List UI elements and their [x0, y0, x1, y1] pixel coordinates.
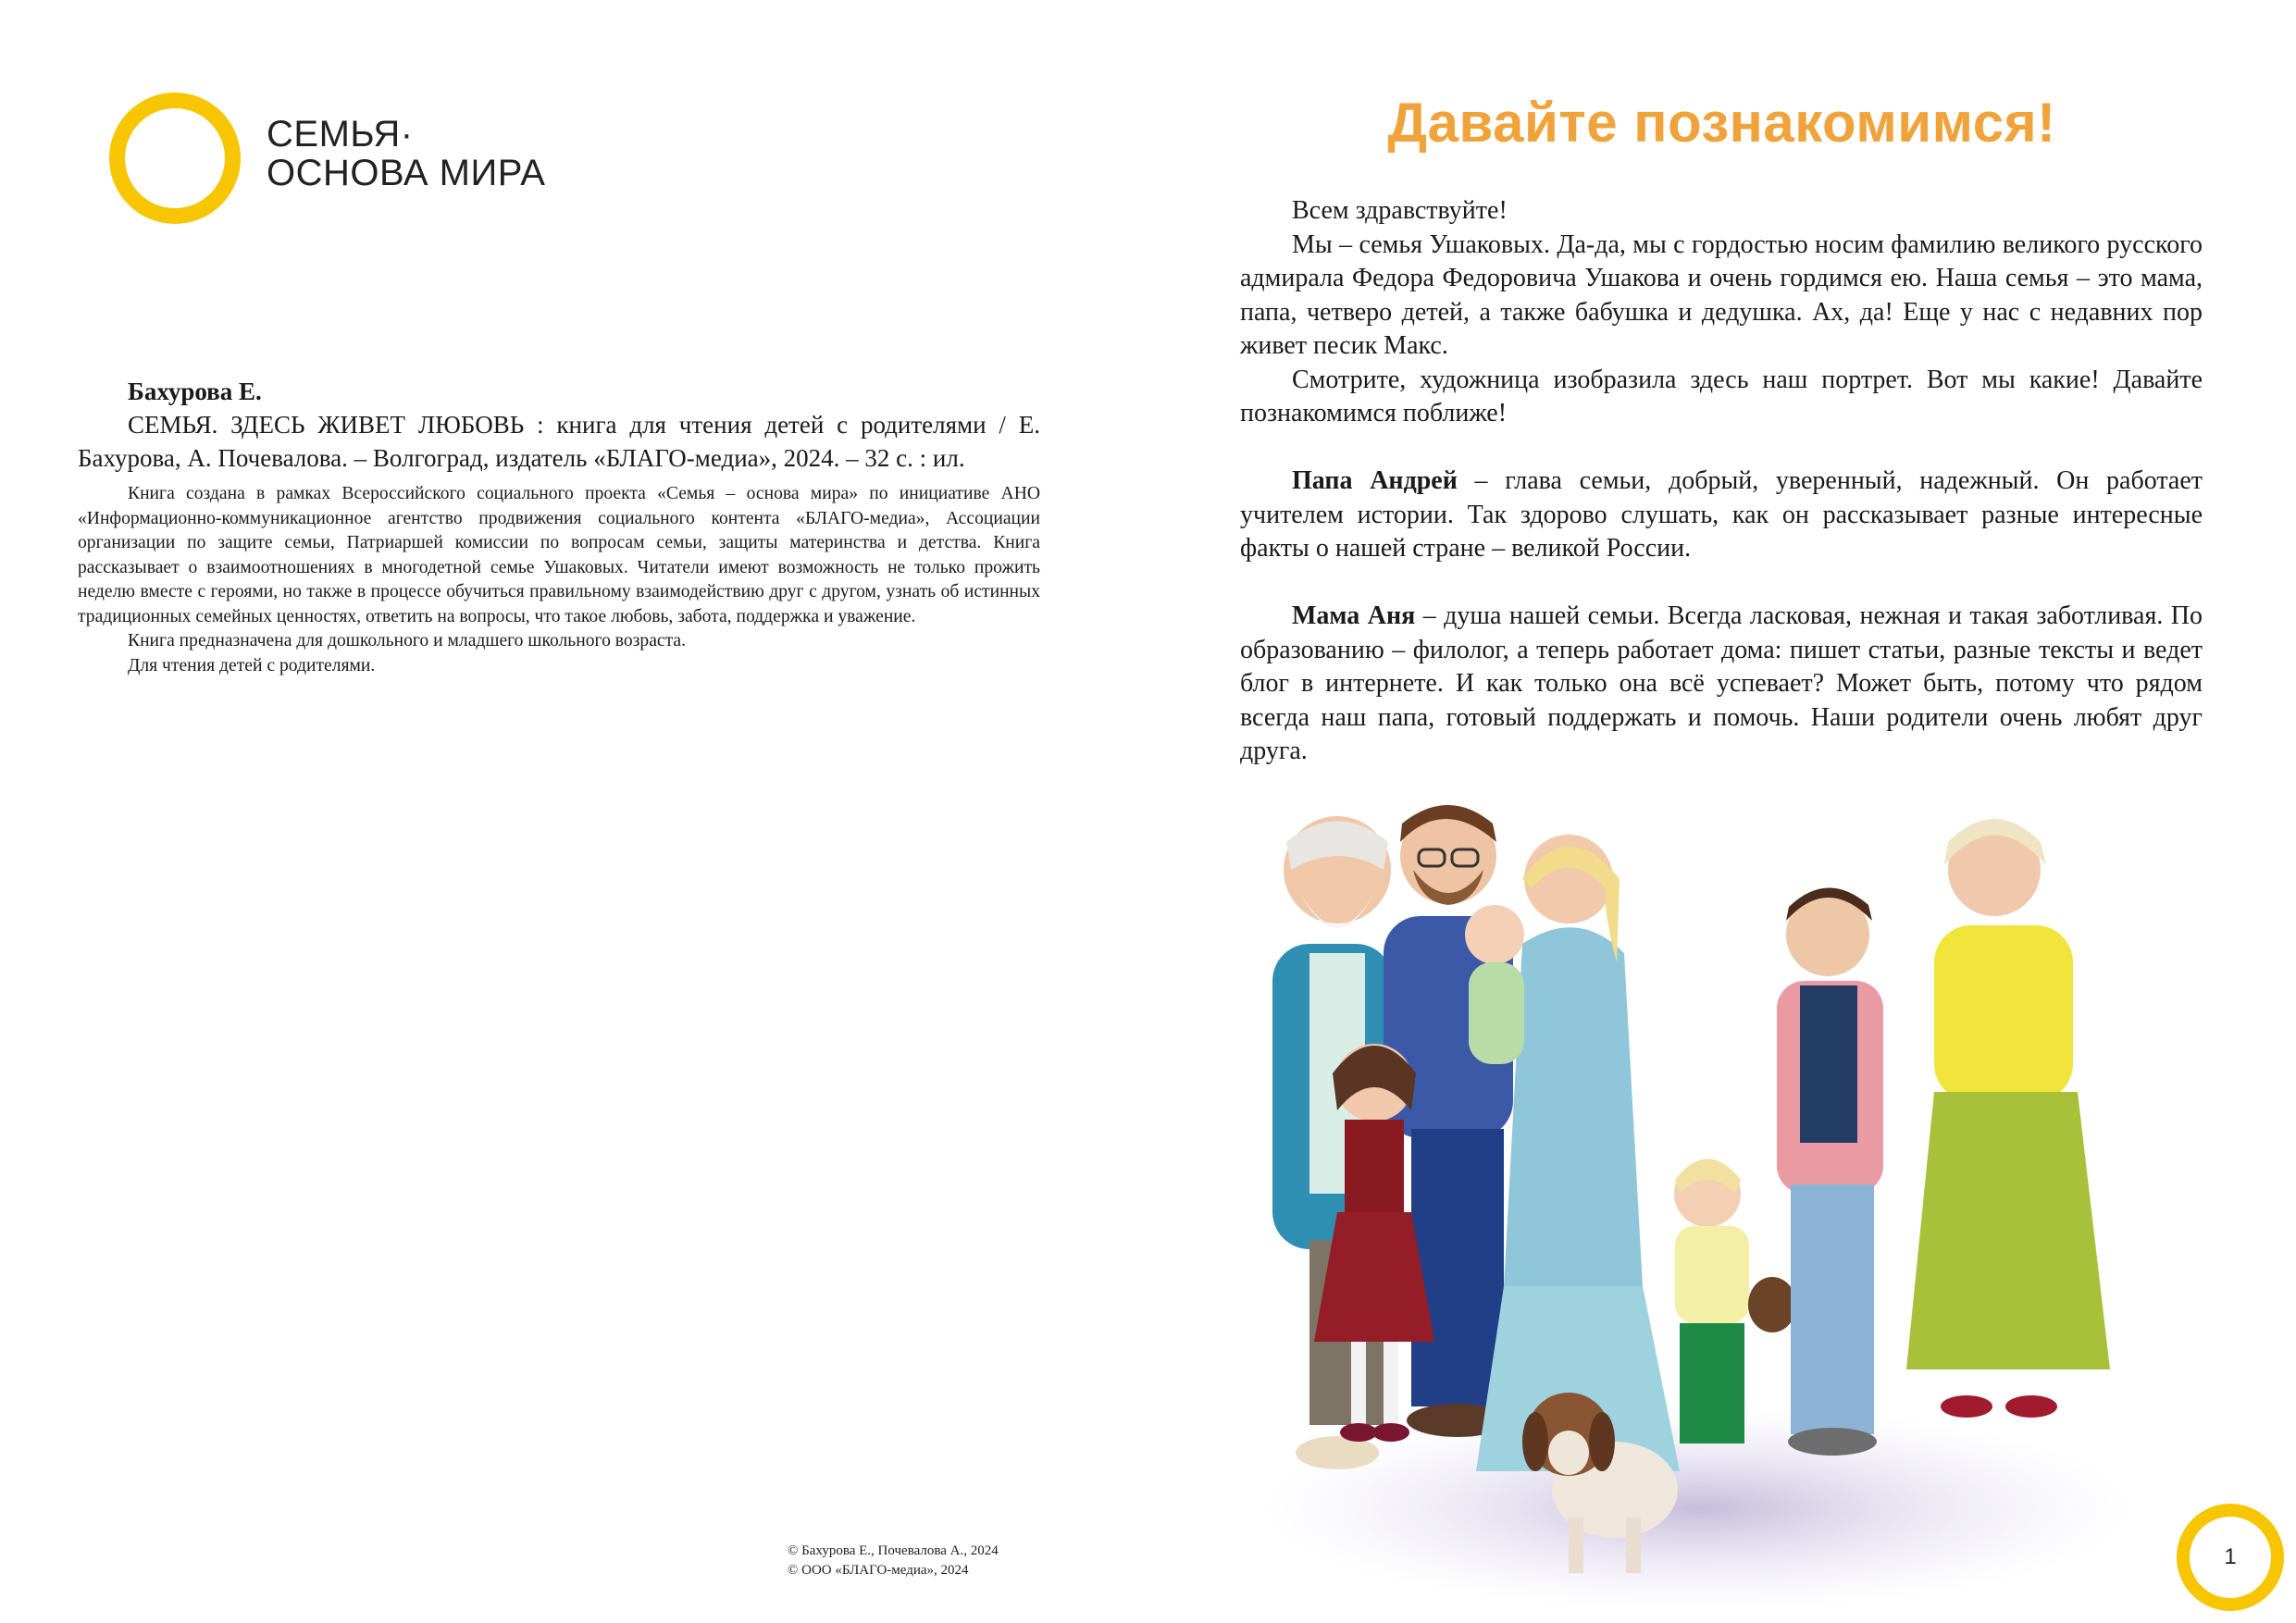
logo-text — [267, 115, 545, 192]
grandmother-figure — [1906, 819, 2110, 1418]
page-number: 1 — [2224, 1544, 2237, 1569]
ring-icon — [109, 93, 241, 224]
toddler-boy-figure — [1674, 1159, 1796, 1444]
logo-line-1: СЕМЬЯ· — [267, 114, 414, 155]
teen-boy-figure — [1777, 887, 1883, 1456]
mama-name: Мама Аня — [1292, 601, 1416, 630]
mama-paragraph — [1240, 600, 2203, 769]
bibliographic-record — [78, 375, 1040, 678]
book-annotation: Книга создана в рамках Всероссийского социального проекта «Семья – основа мира» по инициативе АНО «Информационно-коммуникационное агентство продвижения социального контента «БЛАГО-медиа», Ассоциации организации по защите семьи, Патриаршей комиссии по вопросам семьи, защиты материнства и детства. Книга рассказывает о взаимоотношениях в многодетной семье Ушаковых. Читатели имеют возможность не только прожить неделю вместе с героями, но также в процессе обучиться правильному взаимодействию друг с другом, узнать об истинных традиционных семейных ценностях, ответить на вопросы, что такое любовь, забота, поддержка и уважение. — [78, 484, 1040, 626]
book-audience: Книга предназначена для дошкольного и младшего школьного возраста. — [128, 631, 687, 650]
book-author: Бахурова Е. — [128, 378, 262, 405]
copyright — [788, 1542, 999, 1580]
page-number-badge — [2177, 1504, 2284, 1611]
portrait-paragraph: Смотрите, художница изобразила здесь наш портрет. Вот мы какие! Давайте познакомимся поближе! — [1240, 365, 2203, 427]
papa-name: Папа Андрей — [1292, 466, 1458, 495]
intro-paragraph: Мы – семья Ушаковых. Да-да, мы с гордостью носим фамилию великого русского адмирала Федора Федоровича Ушакова и очень гордимся ею. Наша семья – это мама, папа, четверо детей, а также бабушка и дедушка. Ах, да! Еще у нас с недавних пор живет песик Макс. — [1240, 229, 2203, 360]
papa-description: – глава семьи, добрый, уверенный, надежный. Он работает учителем истории. Так здорово слушать, как он рассказывает разные интересные факты о нашей стране – великой России. — [1240, 466, 2203, 563]
mama-description: – душа нашей семьи. Всегда ласковая, нежная и такая заботливая. По образованию – филолог, а теперь работает дома: пишет статьи, разные тексты и ведет блог в интернете. И как только она всё успевает? Может быть, потому что рядом всегда наш папа, готовый поддержать и помочь. Наши родители очень любят друг друга. — [1240, 601, 2203, 765]
family-illustration — [1254, 805, 2133, 1610]
papa-paragraph — [1240, 465, 2203, 566]
greeting-paragraph: Всем здравствуйте! — [1292, 196, 1508, 225]
story-text — [1240, 194, 2203, 769]
logo-line-2: ОСНОВА МИРА — [267, 153, 546, 193]
copyright-authors: © Бахурова Е., Почевалова А., 2024 — [788, 1543, 999, 1558]
book-title-record: СЕМЬЯ. ЗДЕСЬ ЖИВЕТ ЛЮБОВЬ : книга для чтения детей с родителями / Е. Бахурова, А. Почевалова. – Волгоград, издатель «БЛАГО-медиа», 2024. – 32 с. : ил. — [78, 411, 1040, 472]
page-title: Давайте познакомимся! — [1387, 92, 2056, 154]
copyright-publisher: © ООО «БЛАГО-медиа», 2024 — [788, 1563, 969, 1578]
project-logo — [109, 93, 546, 222]
book-reading-note: Для чтения детей с родителями. — [128, 655, 376, 675]
